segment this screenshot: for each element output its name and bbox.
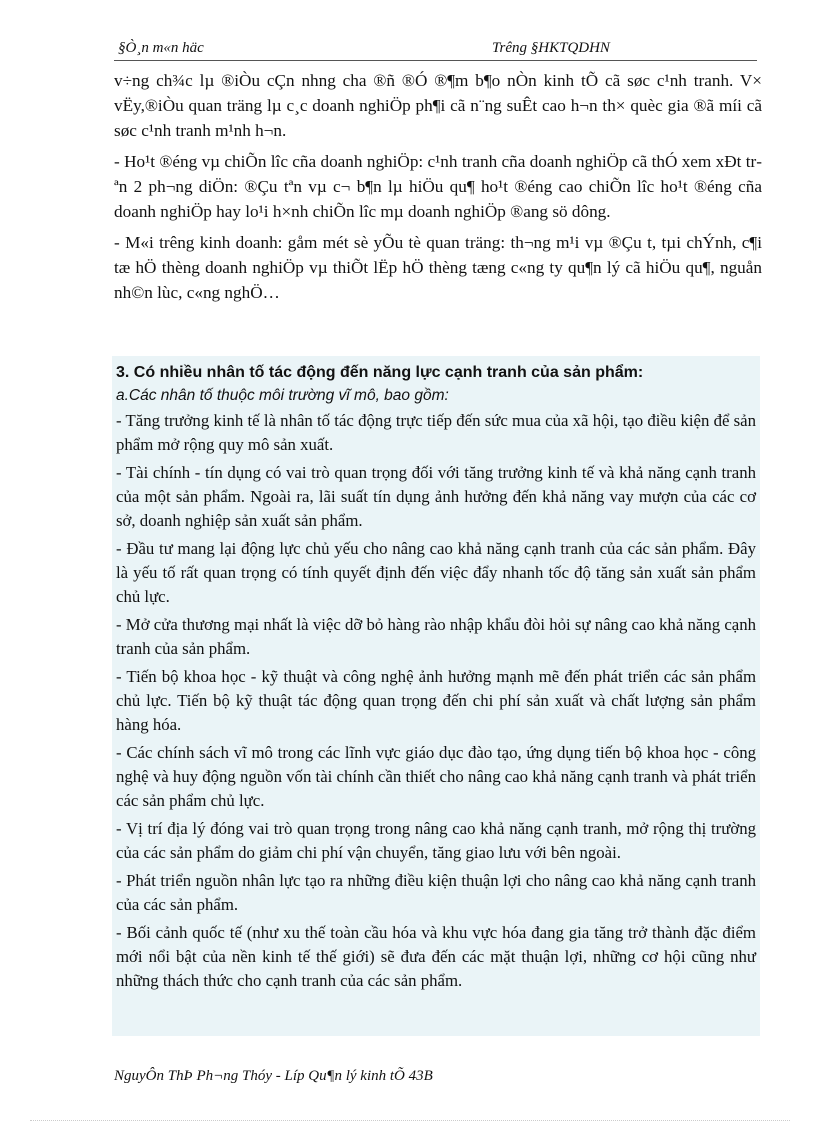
paragraph: - Ho¹t ®éng vµ chiÕn lîc cña doanh nghiÖp: c¹nh tranh cña doanh nghiÖp cã thÓ xem xÐt trªn 2 ph¬ng diÖn: ®Çu tªn vµ c¬ b¶n lµ hiÖu qu¶ ho¹t ®éng cao chiÕn lîc ho¹t ®éng cña doanh nghiÖp hay lo¹i h×nh chiÕn lîc mµ doanh nghiÖp ®ang sö dông. (114, 152, 762, 221)
section-heading: 3. Có nhiều nhân tố tác động đến năng lực cạnh tranh của sản phẩm: (116, 364, 644, 381)
list-item: - Tăng trưởng kinh tế là nhân tố tác động trực tiếp đến sức mua của xã hội, tạo điều kiện để sản phẩm mở rộng quy mô sản xuất. (116, 411, 756, 454)
list-item: - Bối cảnh quốc tế (như xu thế toàn cầu hóa và khu vực hóa đang gia tăng trở thành đặc điểm mới nổi bật của nền kinh tế thế giới) sẽ đưa đến các mặt thuận lợi, những cơ hội cũng như những thách thức cho cạnh tranh của các sản phẩm. (116, 923, 756, 990)
top-paragraphs (114, 68, 762, 311)
paragraph: - M«i trêng kinh doanh: gåm mét sè yÕu tè quan träng: th¬ng m¹i vµ ®Çu t, tµi chÝnh, c¶i tæ hÖ thèng doanh nghiÖp vµ thiÕt lËp hÖ thèng tæng c«ng ty qu¶n lý cã hiÖu qu¶, nguån nh©n lùc, c«ng nghÖ… (114, 233, 762, 302)
list-item: - Mở cửa thương mại nhất là việc dỡ bỏ hàng rào nhập khẩu đòi hỏi sự nâng cao khả năng cạnh tranh của sản phẩm. (116, 615, 756, 658)
header-university: Trêng §HKTQDHN (492, 40, 610, 56)
list-item: - Các chính sách vĩ mô trong các lĩnh vực giáo dục đào tạo, ứng dụng tiến bộ khoa học - công nghệ và huy động nguồn vốn tài chính cần thiết cho nâng cao khả năng cạnh tranh và phát triển các sản phẩm chủ lực. (116, 743, 756, 810)
page-bottom-divider (30, 1120, 790, 1121)
page-footer: NguyÔn ThÞ Ph¬ng Thóy - Líp Qu¶n lý kinh tÕ 43B (114, 1068, 433, 1084)
header-course: §Ò¸n m«n häc (118, 40, 204, 56)
list-item: - Phát triển nguồn nhân lực tạo ra những điều kiện thuận lợi cho nâng cao khả năng cạnh tranh của các sản phẩm. (116, 871, 756, 914)
section-subheading: a.Các nhân tố thuộc môi trường vĩ mô, bao gồm: (116, 387, 449, 404)
paragraph: v÷ng ch¾c lµ ®iÒu cÇn nhng cha ®ñ ®Ó ®¶m b¶o nÒn kinh tÕ cã søc c¹nh tranh. V× vËy,®iÒu quan träng lµ c¸c doanh nghiÖp ph¶i cã n¨ng suÊt cao h¬n th× quèc gia ®ã míi cã søc c¹nh tranh m¹nh h¬n. (114, 71, 762, 140)
list-item: - Tài chính - tín dụng có vai trò quan trọng đối với tăng trưởng kinh tế và khả năng cạnh tranh của một sản phẩm. Ngoài ra, lãi suất tín dụng ảnh hưởng đến khả năng vay mượn của các cơ sở, doanh nghiệp sản xuất sản phẩm. (116, 463, 756, 530)
list-item: - Đầu tư mang lại động lực chủ yếu cho nâng cao khả năng cạnh tranh của các sản phẩm. Đây là yếu tố rất quan trọng có tính quyết định đến việc đẩy nhanh tốc độ tăng sản xuất sản phẩm chủ lực. (116, 539, 756, 606)
list-item: - Vị trí địa lý đóng vai trò quan trọng trong nâng cao khả năng cạnh tranh, mở rộng thị trường của các sản phẩm do giảm chi phí vận chuyển, tăng giao lưu với bên ngoài. (116, 819, 756, 862)
page-header (114, 38, 757, 61)
highlighted-section (112, 356, 760, 1036)
list-item: - Tiến bộ khoa học - kỹ thuật và công nghệ ảnh hưởng mạnh mẽ đến phát triển các sản phẩm chủ lực. Tiến bộ kỹ thuật tác động quan trọng đến chi phí sản xuất và chất lượng sản phẩm hàng hóa. (116, 667, 756, 734)
